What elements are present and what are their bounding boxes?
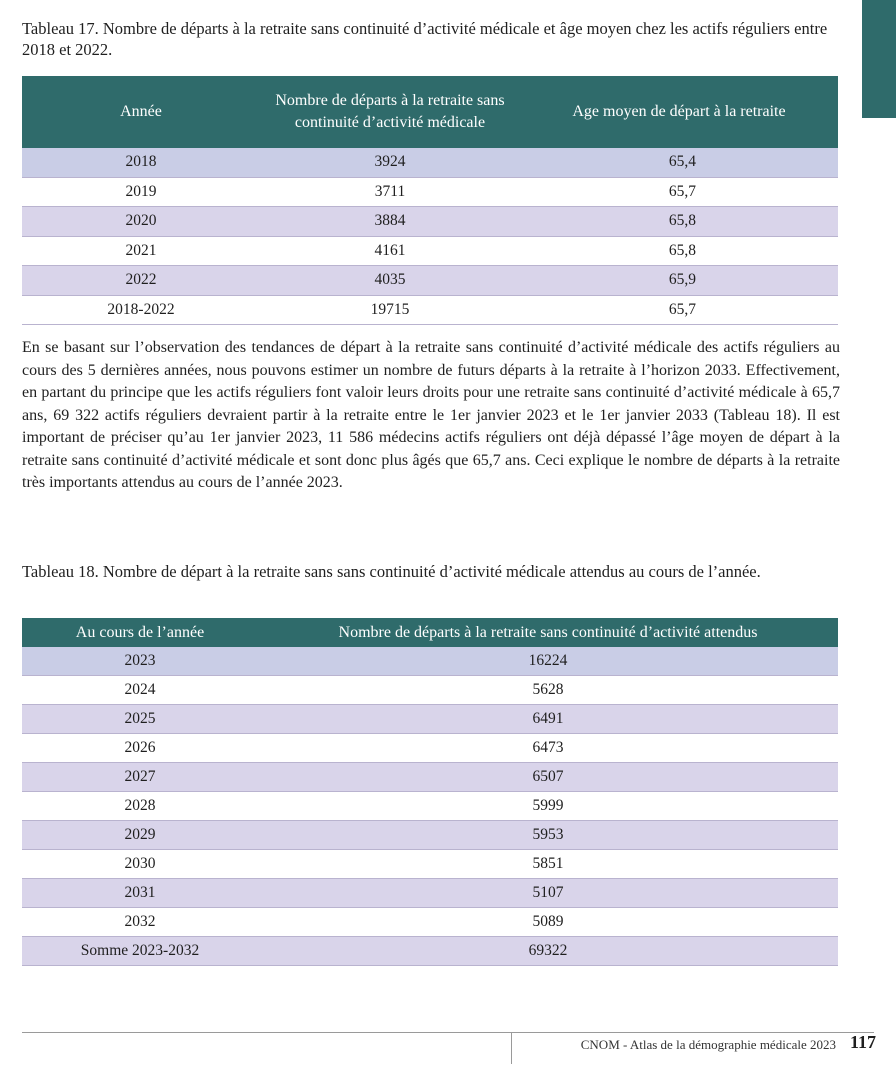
table-18 — [22, 618, 838, 966]
footer-divider — [511, 1032, 512, 1064]
table-17-header-departures: Nombre de départs à la retraite sans continuité d’activité médicale — [260, 76, 520, 148]
table-row — [22, 734, 838, 763]
table-18-header-expected: Nombre de départs à la retraite sans continuité d’activité attendus — [258, 618, 838, 647]
table-row — [22, 148, 838, 177]
table-18-cell-year: Somme 2023-2032 — [22, 937, 258, 966]
table-18-cell-expected: 5628 — [258, 676, 838, 705]
table-17-cell-year: 2021 — [22, 236, 260, 266]
table-18-cell-expected: 5851 — [258, 850, 838, 879]
table-18-cell-expected: 6473 — [258, 734, 838, 763]
table-17-cell-age: 65,4 — [520, 148, 838, 177]
table-18-cell-expected: 5107 — [258, 879, 838, 908]
table-18-cell-year: 2028 — [22, 792, 258, 821]
table-row — [22, 177, 838, 207]
table-row — [22, 647, 838, 676]
table-17-cell-departures: 4161 — [260, 236, 520, 266]
table-17-caption: Tableau 17. Nombre de départs à la retraite sans continuité d’activité médicale et âge moyen chez les actifs réguliers entre 2018 et 2022. — [22, 19, 828, 59]
section-tab-marker — [862, 0, 896, 118]
table-18-cell-expected: 5953 — [258, 821, 838, 850]
table-17 — [22, 76, 838, 325]
table-17-header-row — [22, 76, 838, 148]
table-17-header-mean-age: Age moyen de départ à la retraite — [520, 76, 838, 148]
table-17-cell-departures: 4035 — [260, 266, 520, 296]
table-18-cell-expected: 69322 — [258, 937, 838, 966]
table-row — [22, 705, 838, 734]
table-row — [22, 908, 838, 937]
table-18-cell-expected: 6507 — [258, 763, 838, 792]
table-18-cell-expected: 16224 — [258, 647, 838, 676]
table-18-cell-year: 2031 — [22, 879, 258, 908]
table-18-cell-expected: 5999 — [258, 792, 838, 821]
table-18-cell-year: 2025 — [22, 705, 258, 734]
table-18-cell-expected: 6491 — [258, 705, 838, 734]
table-18-cell-year: 2024 — [22, 676, 258, 705]
table-row — [22, 676, 838, 705]
table-17-cell-departures: 3924 — [260, 148, 520, 177]
table-18-header-row — [22, 618, 838, 647]
table-row — [22, 850, 838, 879]
body-paragraph: En se basant sur l’observation des tendances de départ à la retraite sans continuité d’activité médicale des actifs réguliers au cours des 5 dernières années, nous pouvons estimer un nombre de futurs départs à la retraite à l’horizon 2033. Effectivement, en partant du principe que les actifs réguliers font valoir leurs droits pour une retraite sans continuité d’activité médicale à 65,7 ans, 69 322 actifs réguliers devraient partir à la retraite entre le 1er janvier 2023 et le 1er janvier 2033 (Tableau 18). Il est important de préciser qu’au 1er janvier 2023, 11 586 médecins actifs réguliers ont déjà dépassé l’âge moyen de départ à la retraite sans continuité d’activité médicale et sont donc plus âgés que 65,7 ans. Ceci explique le nombre de départs à la retraite très importants attendus au cours de l’année 2023. — [22, 339, 840, 491]
table-18-cell-year: 2030 — [22, 850, 258, 879]
table-17-cell-departures: 3884 — [260, 207, 520, 237]
table-row — [22, 207, 838, 237]
table-17-cell-year: 2018-2022 — [22, 295, 260, 325]
table-18-cell-year: 2027 — [22, 763, 258, 792]
table-17-cell-year: 2020 — [22, 207, 260, 237]
table-row — [22, 266, 838, 296]
table-row — [22, 236, 838, 266]
table-row — [22, 763, 838, 792]
table-18-cell-year: 2026 — [22, 734, 258, 763]
table-17-header-year: Année — [22, 76, 260, 148]
table-17-cell-age: 65,8 — [520, 236, 838, 266]
table-17-cell-year: 2019 — [22, 177, 260, 207]
footer-source: CNOM - Atlas de la démographie médicale 2023 — [580, 1037, 836, 1052]
table-row — [22, 879, 838, 908]
table-17-cell-year: 2018 — [22, 148, 260, 177]
table-18-cell-year: 2023 — [22, 647, 258, 676]
table-17-cell-age: 65,8 — [520, 207, 838, 237]
table-17-cell-age: 65,9 — [520, 266, 838, 296]
table-17-cell-departures: 19715 — [260, 295, 520, 325]
table-row — [22, 937, 838, 966]
page-number: 117 — [849, 1032, 876, 1052]
table-17-cell-year: 2022 — [22, 266, 260, 296]
table-18-cell-expected: 5089 — [258, 908, 838, 937]
table-row — [22, 295, 838, 325]
table-18-cell-year: 2029 — [22, 821, 258, 850]
table-17-cell-age: 65,7 — [520, 295, 838, 325]
table-18-header-year: Au cours de l’année — [22, 618, 258, 647]
footer-rule — [22, 1032, 874, 1033]
table-17-cell-departures: 3711 — [260, 177, 520, 207]
table-row — [22, 821, 838, 850]
table-row — [22, 792, 838, 821]
table-18-cell-year: 2032 — [22, 908, 258, 937]
table-18-caption: Tableau 18. Nombre de départ à la retraite sans sans continuité d’activité médicale attendus au cours de l’année. — [22, 562, 761, 581]
table-17-cell-age: 65,7 — [520, 177, 838, 207]
